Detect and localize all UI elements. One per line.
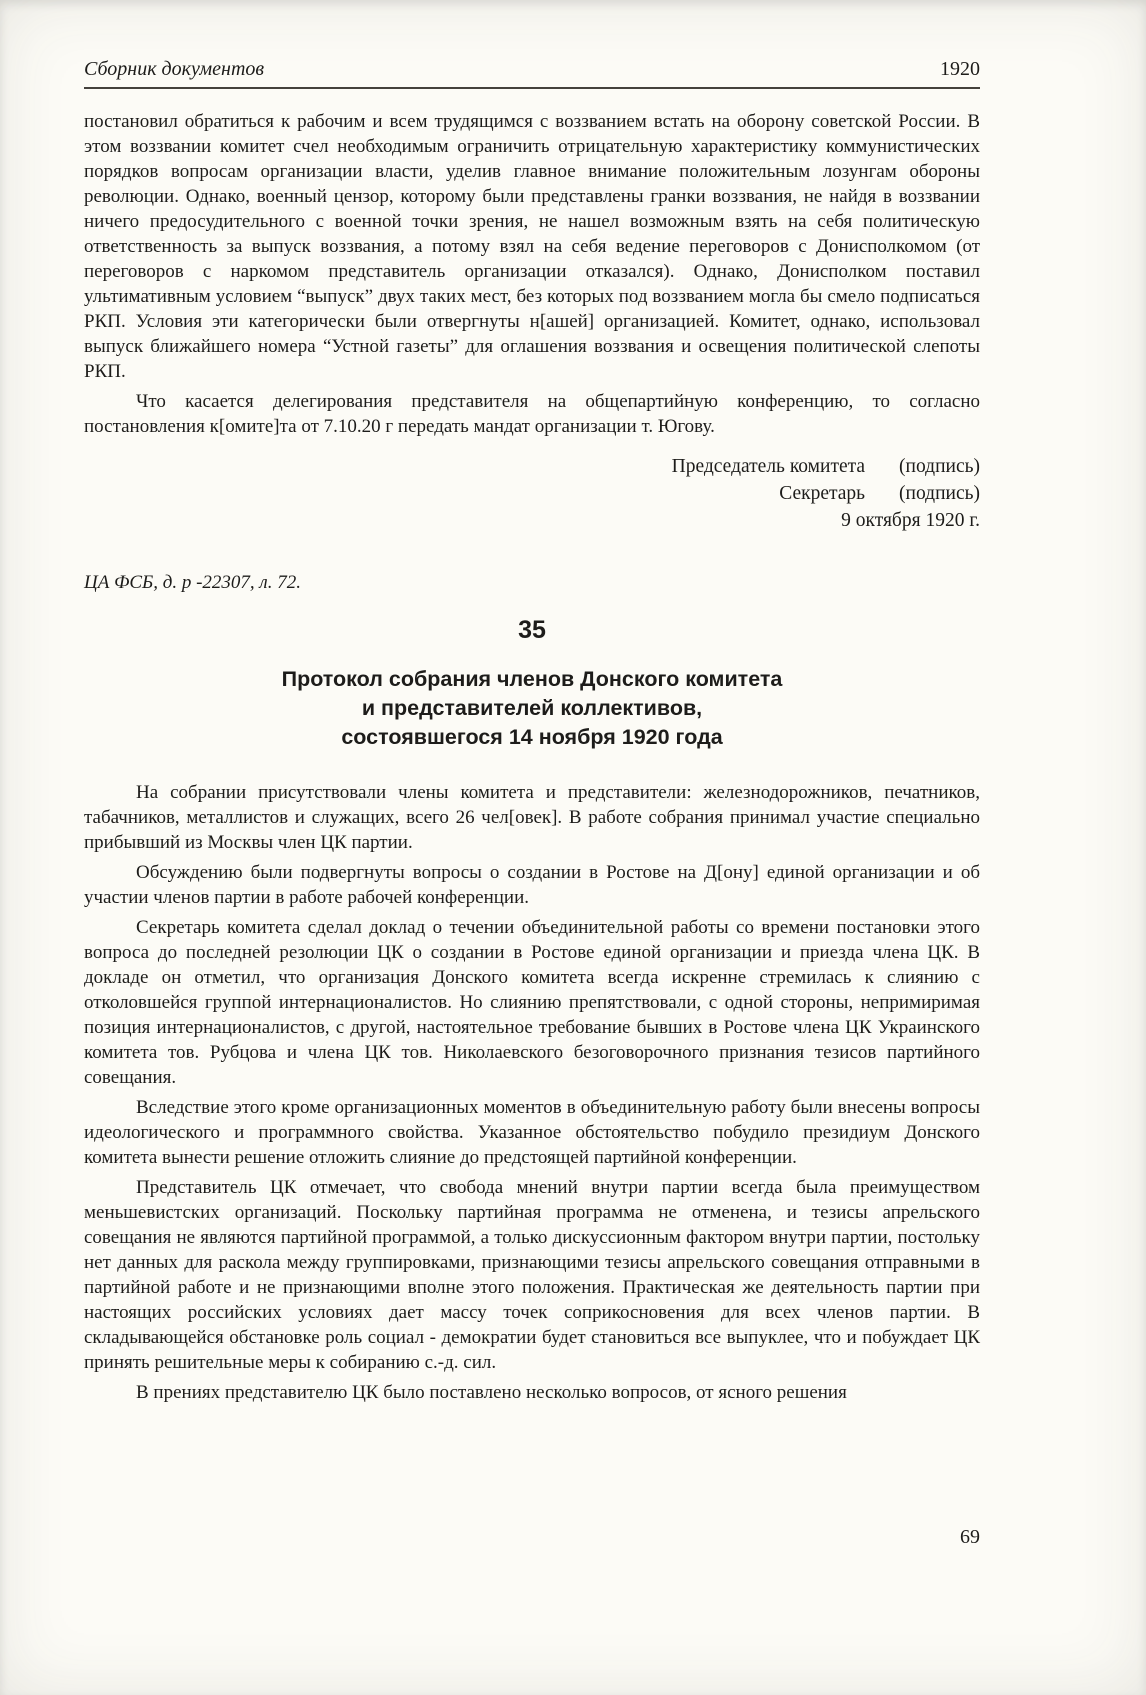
signature-block (84, 453, 980, 534)
paragraph: Обсуждению были подвергнуты вопросы о создании в Ростове на Д[ону] единой организации и об участии членов партии в работе рабочей конференции. (84, 862, 980, 908)
paragraph: Представитель ЦК отмечает, что свобода мнений внутри партии всегда была преимуществом меньшевистских организаций. Поскольку партийная программа не отменена, и тезисы апрельского совещания не являются партийной программой, а только дискуссионным фактором внутри партии, постольку нет данных для раскола между группировками, признающими тезисы апрельского совещания отправными в партийной работе и не признающими вполне этого положения. Практическая же деятельность партии при настоящих российских условиях дает массу точек соприкосновения для всех членов партии. В складывающейся обстановке роль социал - демократии будет становиться все выпуклее, что и побуждает ЦК принять решительные меры к собиранию с.-д. сил. (84, 1177, 980, 1373)
document-title-line: состоявшегося 14 ноября 1920 года (341, 725, 723, 749)
paragraph: Что касается делегирования представителя на общепартийную конференцию, то согласно постановления к[омите]та от 7.10.20 г передать мандат организации т. Югову. (84, 391, 980, 437)
signature-line (84, 453, 980, 480)
page-content (84, 56, 980, 1410)
signature-role: Председатель комитета (671, 456, 866, 477)
paragraph: В прениях представителю ЦК было поставлено несколько вопросов, от ясного решения (136, 1382, 847, 1403)
document-title (84, 665, 980, 752)
collection-title: Сборник документов (84, 58, 265, 80)
document-35 (84, 616, 980, 1405)
signature-date: 9 октября 1920 г. (841, 510, 980, 531)
page-number: 69 (960, 1526, 980, 1548)
paragraph: постановил обратиться к рабочим и всем трудящимся с воззванием встать на оборону советской России. В этом воззвании комитет счел необходимым ограничить отрицательную характеристику коммунистических порядков вопросам организации власти, уделив главное внимание положительным лозунгам обороны революции. Однако, военный цензор, которому были представлены гранки воззвания, не найдя в воззвании ничего предосудительного с военной точки зрения, не нашел возможным взять на себя политическую ответственность за выпуск воззвания, а потому взял на себя ведение переговоров с Донисполкомом (от переговоров с наркомом представитель организации отказался). Однако, Донисполком поставил ультимативным условием “выпуск” двух таких мест, без которых под воззванием могла бы смело подписаться РКП. Условия эти категорически были отвергнуты н[ашей] организацией. Комитет, однако, использовал выпуск ближайшего номера “Устной газеты” для оглашения воззвания и освещения политической слепоты РКП. (84, 111, 980, 382)
signature-placeholder: (подпись) (899, 456, 980, 477)
document-title-line: и представителей коллективов, (361, 696, 703, 720)
document-34-continuation (84, 109, 980, 594)
document-title-line: Протокол собрания членов Донского комитета (281, 667, 783, 691)
paragraph: Секретарь комитета сделал доклад о течении объединительной работы со времени постановки этого вопроса до последней резолюции ЦК о создании в Ростове единой организации и приезда члена ЦК. В докладе он отметил, что организация Донского комитета всегда искренне стремилась к слиянию с отколовшейся группой интернационалистов. Но слиянию препятствовали, с одной стороны, непримиримая позиция интернационалистов, с другой, настоятельное требование бывших в Ростове члена ЦК Украинского комитета тов. Рубцова и члена ЦК тов. Николаевского безоговорочного признания тезисов партийного совещания. (84, 917, 980, 1088)
paragraph: На собрании присутствовали члены комитета и представители: железнодорожников, печатников, табачников, металлистов и служащих, всего 26 чел[овек]. В работе собрания принимал участие специально прибывший из Москвы член ЦК партии. (84, 782, 980, 853)
header-rule (84, 87, 980, 89)
signature-role: Секретарь (779, 483, 866, 504)
year-label: 1920 (940, 58, 980, 80)
archive-reference: ЦА ФСБ, д. р -22307, л. 72. (84, 572, 301, 593)
signature-line (84, 480, 980, 507)
paragraph: Вследствие этого кроме организационных моментов в объединительную работу были внесены вопросы идеологического и программного свойства. Указанное обстоятельство побудило президиум Донского комитета вынести решение отложить слияние до предстоящей партийной конференции. (84, 1097, 980, 1168)
running-header (84, 56, 980, 82)
signature-placeholder: (подпись) (899, 483, 980, 504)
document-number: 35 (518, 616, 546, 644)
